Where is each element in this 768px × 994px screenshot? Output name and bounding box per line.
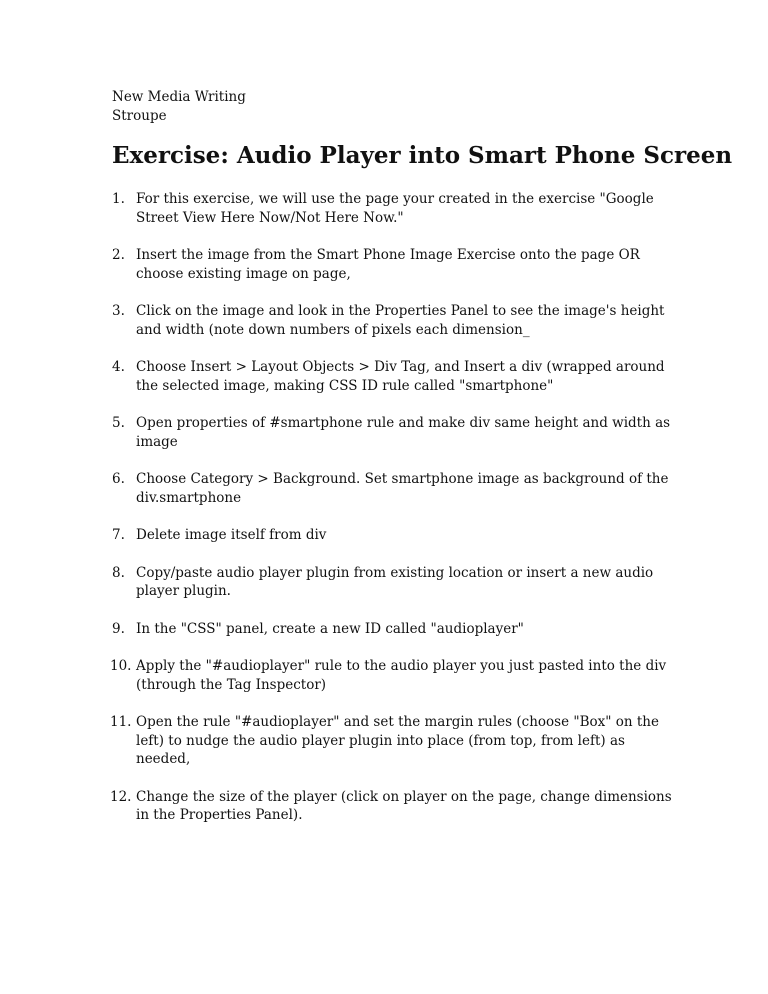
step-number: 10. <box>110 658 132 674</box>
step-number: 9. <box>112 620 125 637</box>
step-number: 12. <box>110 788 132 805</box>
step-text: Copy/paste audio player plugin from existing location or insert a new audio player plugin. <box>136 564 654 599</box>
step-text: Choose Category > Background. Set smartphone image as background of the div.smartphone <box>136 471 669 506</box>
page-title: Exercise: Audio Player into Smart Phone Screen <box>112 142 733 169</box>
list-item <box>112 788 672 825</box>
list-item <box>112 564 672 601</box>
list-item <box>112 526 672 545</box>
list-item <box>112 190 672 227</box>
step-text: Choose Insert > Layout Objects > Div Tag, and Insert a div (wrapped around the selected image, making CSS ID rule called "smartphone" <box>136 359 665 394</box>
step-number: 2. <box>112 247 125 263</box>
step-number: 5. <box>112 415 125 431</box>
list-item <box>112 657 672 694</box>
list-item <box>112 246 672 283</box>
step-text: Apply the "#audioplayer" rule to the audio player you just pasted into the div (through the Tag Inspector) <box>136 658 667 693</box>
step-text: Delete image itself from div <box>136 527 327 543</box>
list-item <box>112 470 672 507</box>
step-number: 3. <box>112 303 125 319</box>
document-header <box>112 88 246 126</box>
list-item <box>112 302 672 339</box>
step-text: For this exercise, we will use the page your created in the exercise "Google Street View Here Now/Not Here Now." <box>136 191 654 226</box>
list-item <box>112 620 672 639</box>
step-text: Change the size of the player (click on player on the page, change dimensions in the Properties Panel). <box>136 788 672 823</box>
step-text: In the "CSS" panel, create a new ID called "audioplayer" <box>136 620 524 637</box>
list-item <box>112 414 672 451</box>
step-text: Open properties of #smartphone rule and make div same height and width as image <box>136 415 671 450</box>
step-number: 6. <box>112 471 125 487</box>
list-item <box>112 713 672 769</box>
list-item <box>112 358 672 395</box>
step-number: 7. <box>112 527 125 543</box>
step-number: 8. <box>112 564 125 581</box>
step-text: Insert the image from the Smart Phone Image Exercise onto the page OR choose existing image on page, <box>136 247 640 282</box>
step-number: 11. <box>110 714 132 730</box>
step-text: Click on the image and look in the Properties Panel to see the image's height and width (note down numbers of pixels each dimension_ <box>136 303 665 338</box>
step-text: Open the rule "#audioplayer" and set the margin rules (choose "Box" on the left) to nudge the audio player plugin into place (from top, from left) as needed, <box>136 714 659 767</box>
author-name: Stroupe <box>112 108 167 124</box>
step-number: 1. <box>112 191 125 207</box>
steps-list <box>112 190 672 844</box>
step-number: 4. <box>112 359 125 375</box>
course-name: New Media Writing <box>112 89 246 105</box>
